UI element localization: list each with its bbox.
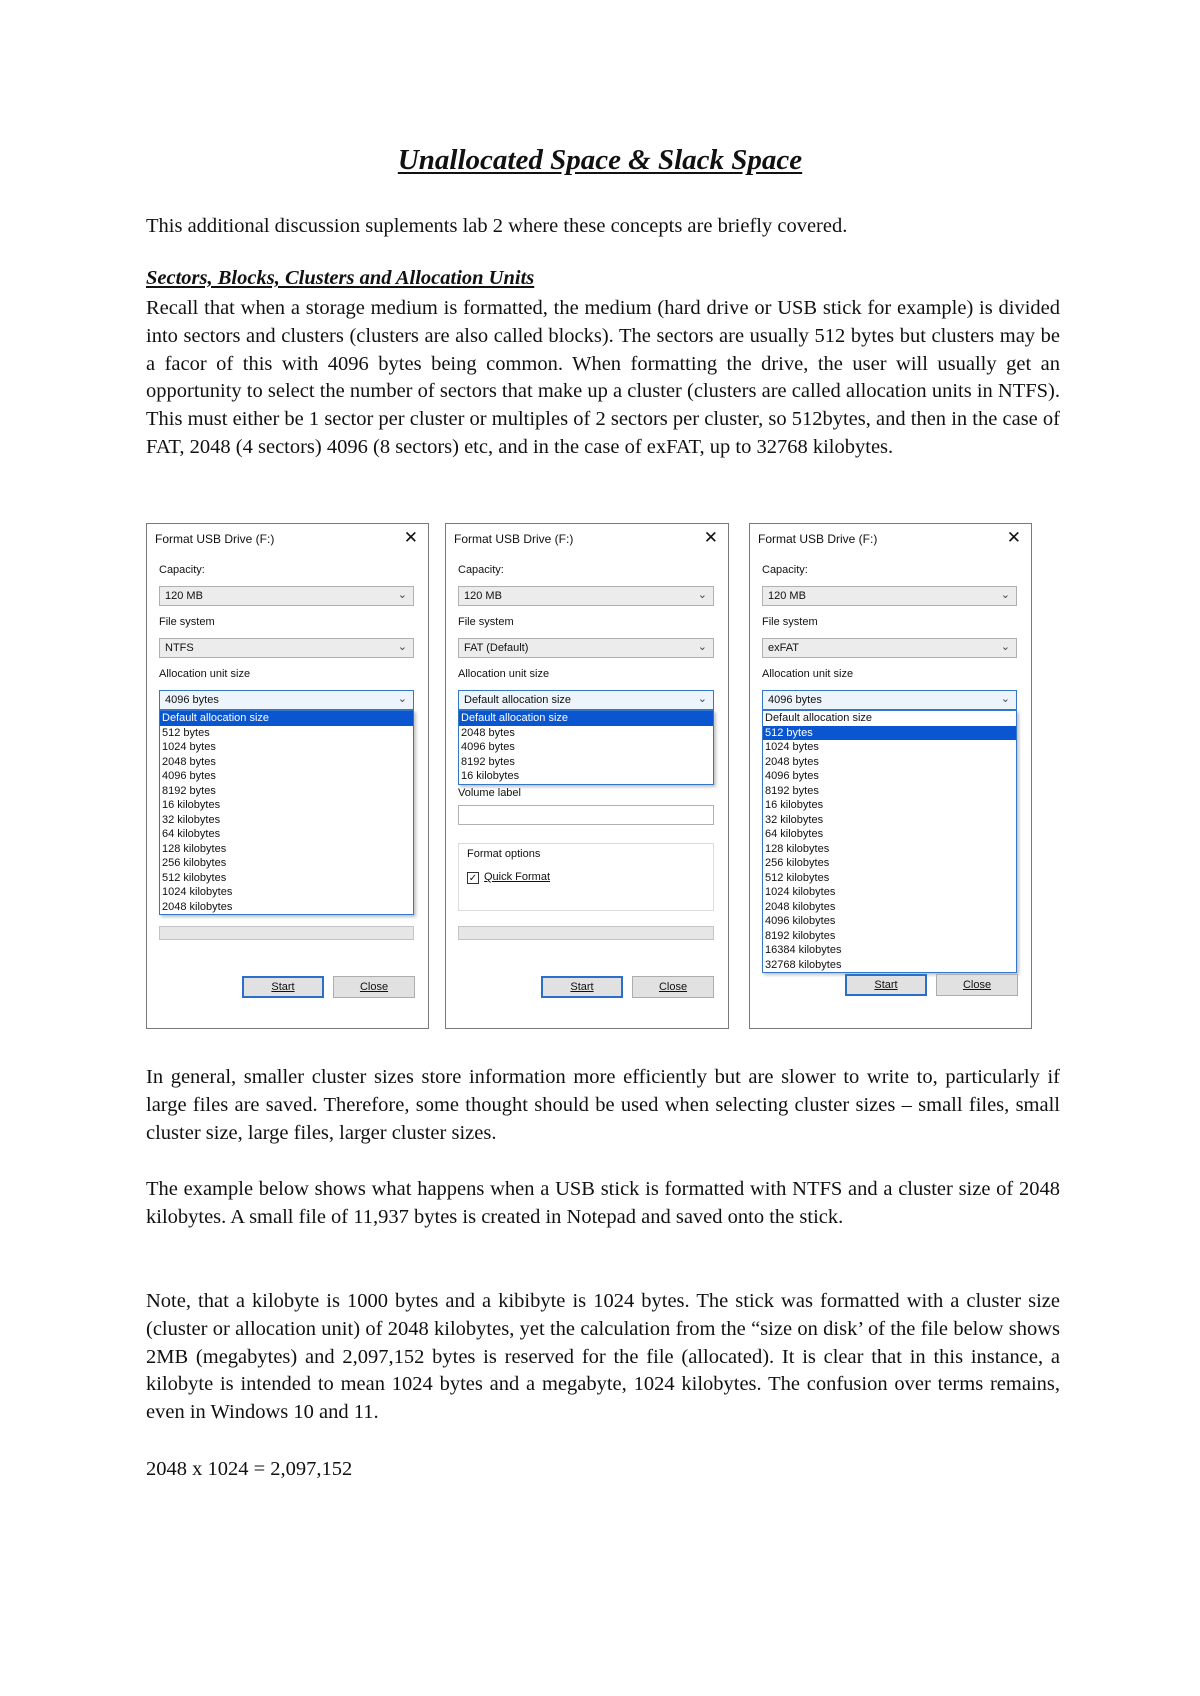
progress-bar xyxy=(159,926,414,940)
list-item[interactable]: 256 kilobytes xyxy=(162,857,227,869)
volume-label-label: Volume label xyxy=(458,787,521,799)
list-item[interactable]: 2048 bytes xyxy=(162,755,216,768)
list-item[interactable]: 32 kilobytes xyxy=(765,813,824,826)
list-item[interactable]: 2048 kilobytes xyxy=(162,900,233,913)
list-item[interactable]: 512 kilobytes xyxy=(162,871,227,884)
volume-label-input[interactable] xyxy=(458,805,714,825)
format-options-group xyxy=(458,843,714,911)
capacity-label: Capacity: xyxy=(762,564,808,576)
allocation-unit-label: Allocation unit size xyxy=(762,668,854,680)
close-icon[interactable]: ✕ xyxy=(1006,528,1021,547)
list-item[interactable]: 2048 kilobytes xyxy=(765,900,836,913)
file-system-label: File system xyxy=(762,616,818,628)
capacity-select[interactable]: 120 MB ⌄ xyxy=(458,586,714,606)
file-system-select[interactable]: NTFS ⌄ xyxy=(159,638,414,658)
list-item[interactable]: 64 kilobytes xyxy=(162,828,221,840)
list-item[interactable]: Default allocation size xyxy=(459,711,713,726)
list-item[interactable]: 256 kilobytes xyxy=(765,857,830,869)
list-item[interactable]: 128 kilobytes xyxy=(162,842,227,855)
chevron-down-icon: ⌄ xyxy=(697,589,707,601)
list-item[interactable]: 16 kilobytes xyxy=(765,799,824,811)
intro-paragraph: This additional discussion suplements lab 2 where these concepts are briefly covered. xyxy=(146,215,848,237)
quick-format-label: Quick Format xyxy=(484,871,551,883)
close-icon[interactable]: ✕ xyxy=(703,528,718,547)
chevron-down-icon: ⌄ xyxy=(397,589,407,601)
close-button[interactable]: Close xyxy=(936,974,1018,996)
allocation-unit-dropdown-list xyxy=(458,710,714,785)
quick-format-checkbox[interactable]: ✓ xyxy=(468,873,478,884)
list-item[interactable]: 16 kilobytes xyxy=(162,799,221,811)
list-item[interactable]: 8192 bytes xyxy=(162,784,216,797)
capacity-select[interactable]: 120 MB ⌄ xyxy=(762,586,1017,606)
list-item[interactable]: 2048 bytes xyxy=(765,755,819,768)
list-item[interactable]: 1024 bytes xyxy=(765,741,819,753)
list-item[interactable]: 1024 kilobytes xyxy=(162,886,233,898)
list-item[interactable]: Default allocation size xyxy=(765,712,873,724)
list-item[interactable]: 2048 bytes xyxy=(461,726,515,739)
close-icon[interactable]: ✕ xyxy=(403,528,418,547)
list-item[interactable]: 1024 kilobytes xyxy=(765,886,836,898)
capacity-label: Capacity: xyxy=(458,564,504,576)
start-button[interactable]: Start xyxy=(242,976,324,998)
format-dialog-exfat xyxy=(749,523,1032,1029)
format-dialog-ntfs xyxy=(146,523,429,1029)
list-item[interactable]: 32 kilobytes xyxy=(162,813,221,826)
capacity-label: Capacity: xyxy=(159,564,205,576)
chevron-down-icon: ⌄ xyxy=(397,693,407,705)
start-button[interactable]: Start xyxy=(845,974,927,996)
list-item[interactable]: 4096 bytes xyxy=(765,770,819,782)
dialog-title: Format USB Drive (F:) xyxy=(454,532,574,546)
paragraph-example: The example below shows what happens when a USB stick is formatted with NTFS and a cluster size of 2048 kilobytes. A small file of 11,937 bytes is created in Notepad and saved onto the stick. xyxy=(146,1178,1060,1228)
page-title: Unallocated Space & Slack Space xyxy=(397,144,803,176)
section-heading: Sectors, Blocks, Clusters and Allocation Units xyxy=(146,267,535,289)
allocation-unit-dropdown-list xyxy=(762,710,1017,973)
chevron-down-icon: ⌄ xyxy=(1000,693,1010,705)
list-item[interactable]: 16384 kilobytes xyxy=(765,944,842,956)
list-item[interactable]: 32768 kilobytes xyxy=(765,958,842,971)
allocation-unit-select[interactable]: 4096 bytes ⌄ xyxy=(159,690,414,710)
allocation-unit-label: Allocation unit size xyxy=(159,668,251,680)
chevron-down-icon: ⌄ xyxy=(397,641,407,653)
list-item[interactable]: 8192 kilobytes xyxy=(765,929,836,942)
chevron-down-icon: ⌄ xyxy=(697,641,707,653)
dialog-title: Format USB Drive (F:) xyxy=(155,532,275,546)
file-system-label: File system xyxy=(159,616,215,628)
file-system-select[interactable]: exFAT ⌄ xyxy=(762,638,1017,658)
list-item[interactable]: 512 bytes xyxy=(763,726,1016,741)
list-item[interactable]: 128 kilobytes xyxy=(765,842,830,855)
format-dialog-fat xyxy=(445,523,729,1029)
allocation-unit-select[interactable]: 4096 bytes ⌄ xyxy=(762,690,1017,710)
paragraph-general: In general, smaller cluster sizes store information more efficiently but are slower to write to, particularly if large files are saved. Therefore, some thought should be used when selecting cluster sizes – small files, small cluster size, large files, larger cluster sizes. xyxy=(146,1066,1060,1144)
list-item[interactable]: 512 bytes xyxy=(162,726,210,739)
paragraph-note: Note, that a kilobyte is 1000 bytes and a kibibyte is 1024 bytes. The stick was formatted with a cluster size (cluster or allocation unit) of 2048 kilobytes, yet the calculation from the “size on disk’ of the file below shows 2MB (megabytes) and 2,097,152 bytes is reserved for the file (allocated). It is clear that in this instance, a kilobyte is intended to mean 1024 bytes and a megabyte, 1024 kilobytes. The confusion over terms remains, even in Windows 10 and 11. xyxy=(146,1290,1060,1424)
list-item[interactable]: 64 kilobytes xyxy=(765,828,824,840)
list-item[interactable]: 4096 bytes xyxy=(162,770,216,782)
list-item[interactable]: 512 kilobytes xyxy=(765,871,830,884)
file-system-label: File system xyxy=(458,616,514,628)
allocation-unit-dropdown-list xyxy=(159,710,414,915)
capacity-select[interactable]: 120 MB ⌄ xyxy=(159,586,414,606)
start-button[interactable]: Start xyxy=(541,976,623,998)
close-button[interactable]: Close xyxy=(632,976,714,998)
close-button[interactable]: Close xyxy=(333,976,415,998)
list-item[interactable]: 4096 kilobytes xyxy=(765,915,836,927)
dialog-title: Format USB Drive (F:) xyxy=(758,532,878,546)
list-item[interactable]: 16 kilobytes xyxy=(461,770,520,782)
file-system-select[interactable]: FAT (Default) ⌄ xyxy=(458,638,714,658)
allocation-unit-select[interactable]: Default allocation size ⌄ xyxy=(458,690,714,710)
list-item[interactable]: 4096 bytes xyxy=(461,741,515,753)
chevron-down-icon: ⌄ xyxy=(697,693,707,705)
progress-bar xyxy=(458,926,714,940)
allocation-unit-label: Allocation unit size xyxy=(458,668,550,680)
list-item[interactable]: Default allocation size xyxy=(160,711,413,726)
format-options-label: Format options xyxy=(467,848,541,860)
list-item[interactable]: 1024 bytes xyxy=(162,741,216,753)
section-body: Recall that when a storage medium is formatted, the medium (hard drive or USB stick for example) is divided into sectors and clusters (clusters are also called blocks). The sectors are usually 512 bytes but clusters may be a facor of this with 4096 bytes being common. When formatting the drive, the user will usually get an opportunity to select the number of sectors that make up a cluster (clusters are called allocation units in NTFS). This must either be 1 sector per cluster or multiples of 2 sectors per cluster, so 512bytes, and then in the case of FAT, 2048 (4 sectors) 4096 (8 sectors) etc, and in the case of exFAT, up to 32768 kilobytes. xyxy=(146,297,1060,458)
list-item[interactable]: 8192 bytes xyxy=(765,784,819,797)
list-item[interactable]: 8192 bytes xyxy=(461,755,515,768)
chevron-down-icon: ⌄ xyxy=(1000,589,1010,601)
equation: 2048 x 1024 = 2,097,152 xyxy=(146,1458,353,1480)
chevron-down-icon: ⌄ xyxy=(1000,641,1010,653)
